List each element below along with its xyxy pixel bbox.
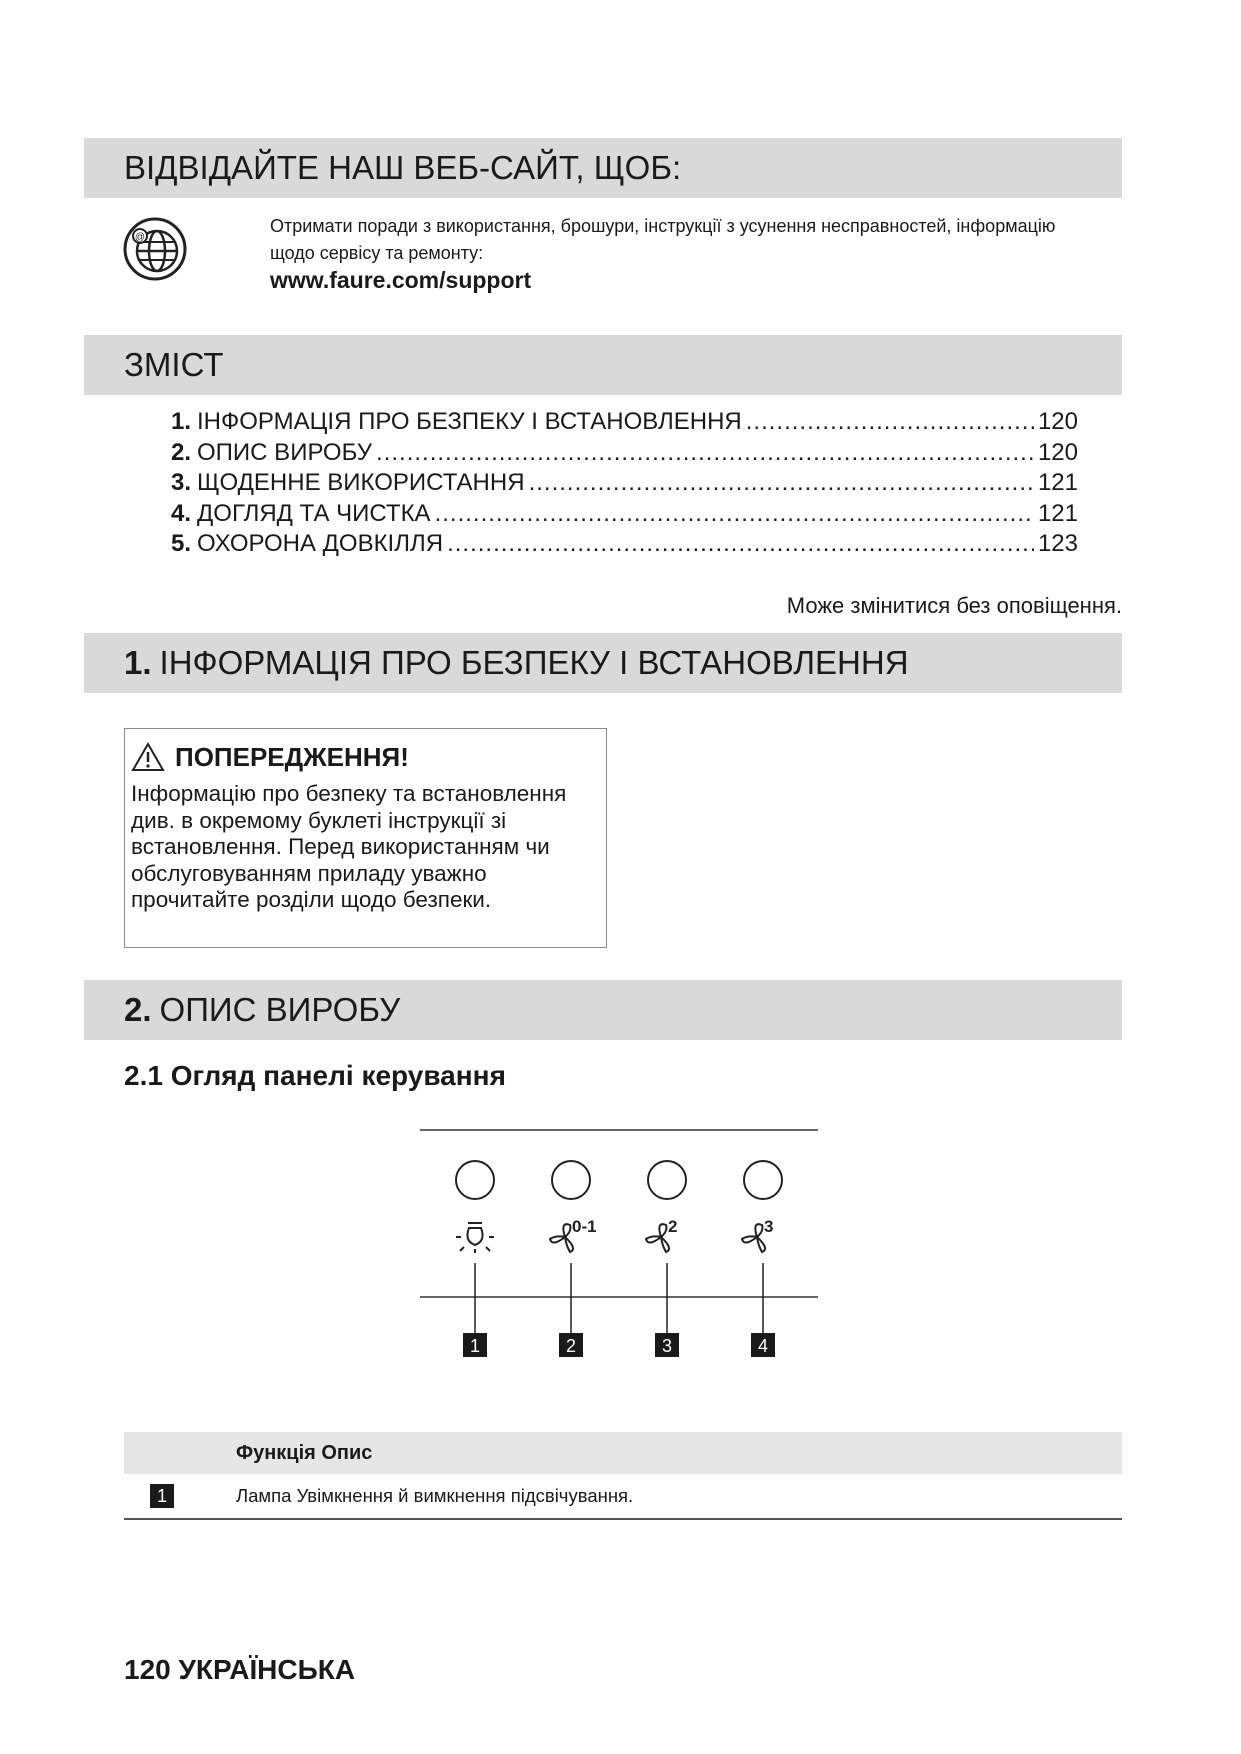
toc-item[interactable]: [171, 439, 1078, 470]
toc-leader: [376, 439, 1034, 467]
toc-heading: [84, 335, 1122, 395]
section-number: 2.: [124, 991, 152, 1028]
callout-number: 4: [757, 1336, 769, 1356]
toc-item-number: 3.: [171, 469, 192, 496]
toc-item[interactable]: [171, 530, 1078, 561]
table-row: [124, 1474, 1122, 1520]
subsection-title: 2.1 Огляд панелі керування: [124, 1060, 506, 1091]
fan-speed-label: 0-1: [572, 1217, 597, 1236]
toc-item-page: 120: [1037, 438, 1078, 466]
section-2-heading: [84, 980, 1122, 1040]
toc-leader: [529, 469, 1034, 497]
row-number-badge: 1: [150, 1484, 174, 1508]
toc-item-number: 4.: [171, 499, 192, 527]
toc-item-page: 123: [1037, 530, 1078, 557]
fan-speed-3-button[interactable]: [744, 1161, 782, 1199]
toc-item[interactable]: [171, 500, 1078, 531]
warning-text: Інформацію про безпеку та встановлення див. в окремому буклеті інструкції зі встановлення. Перед використанням чи обслуговуванням приладу уважно прочитайте розділи щодо безпеки.: [131, 781, 567, 912]
toc-item-page: 121: [1037, 499, 1078, 527]
change-notice: Може змінитися без оповіщення.: [786, 593, 1122, 618]
fan-icon: [646, 1224, 669, 1252]
visit-title: ВІДВІДАЙТЕ НАШ ВЕБ-САЙТ, ЩОБ:: [124, 149, 682, 186]
toc-leader: [447, 530, 1034, 558]
toc-item-label: ІНФОРМАЦІЯ ПРО БЕЗПЕКУ І ВСТАНОВЛЕННЯ: [197, 408, 742, 435]
fan-speed-0-1-button[interactable]: [552, 1161, 590, 1199]
visit-heading: [84, 138, 1122, 198]
callout-number: 3: [661, 1336, 673, 1356]
toc-item-number: 5.: [171, 530, 192, 557]
warning-title: ПОПЕРЕДЖЕННЯ!: [175, 741, 409, 772]
toc-item-label: ОПИС ВИРОБУ: [197, 438, 373, 466]
toc-item-label: ОХОРОНА ДОВКІЛЛЯ: [197, 530, 444, 557]
row-description: Лампа Увімкнення й вимкнення підсвічування.: [236, 1485, 634, 1506]
table-header-label: Функція Опис: [236, 1441, 373, 1464]
svg-text:@: @: [134, 232, 146, 243]
support-link[interactable]: www.faure.com/support: [270, 267, 532, 293]
toc-item-page: 121: [1037, 469, 1078, 496]
control-panel-diagram: [420, 1125, 820, 1365]
toc-item[interactable]: [171, 408, 1078, 439]
toc-item-page: 120: [1037, 408, 1078, 435]
toc-item-number: 1.: [171, 408, 192, 435]
toc-item-label: ЩОДЕННЕ ВИКОРИСТАННЯ: [197, 469, 525, 496]
toc-item[interactable]: [171, 469, 1078, 500]
toc-leader: [435, 500, 1034, 528]
section-title: ІНФОРМАЦІЯ ПРО БЕЗПЕКУ І ВСТАНОВЛЕННЯ: [159, 644, 909, 681]
function-table-header: [124, 1432, 1122, 1474]
fan-icon: [742, 1224, 765, 1252]
toc-item-label: ДОГЛЯД ТА ЧИСТКА: [197, 499, 431, 527]
table-of-contents: [171, 408, 1078, 561]
callout-number: 1: [469, 1336, 481, 1356]
fan-speed-label: 3: [764, 1217, 774, 1236]
section-title: ОПИС ВИРОБУ: [159, 991, 401, 1028]
warning-triangle-icon: [131, 742, 165, 772]
section-1-heading: [84, 633, 1122, 693]
callout-number: 2: [565, 1336, 577, 1356]
fan-speed-label: 2: [668, 1217, 678, 1236]
page-footer: 120 УКРАЇНСЬКА: [124, 1654, 356, 1685]
lamp-button[interactable]: [456, 1161, 494, 1199]
toc-item-number: 2.: [171, 438, 192, 466]
warning-box: [124, 728, 607, 948]
fan-icon: [550, 1224, 573, 1252]
lamp-icon: [456, 1223, 494, 1253]
globe-icon: [122, 216, 188, 282]
toc-title: ЗМІСТ: [124, 346, 224, 383]
support-description: Отримати поради з використання, брошури, інструкції з усунення несправностей, інформацію щодо сервісу та ремонту:: [270, 216, 1056, 263]
fan-speed-2-button[interactable]: [648, 1161, 686, 1199]
toc-leader: [746, 408, 1034, 436]
section-number: 1.: [124, 644, 152, 681]
